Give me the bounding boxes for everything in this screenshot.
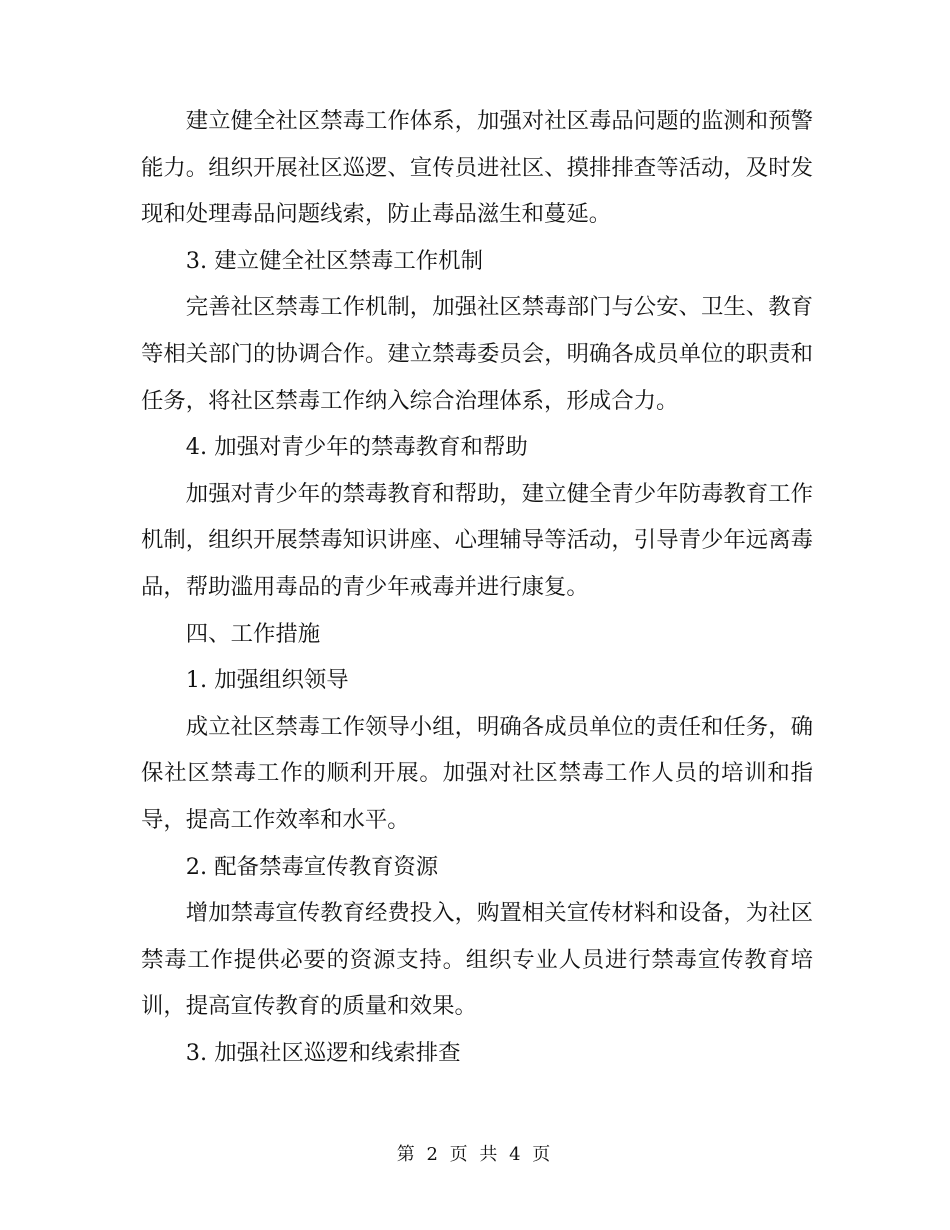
heading-leadership: 1. 加强组织领导 [185,667,349,694]
paragraph-mechanism: 完善社区禁毒工作机制，加强社区禁毒部门与公安、卫生、教育等相关部门的协调合作。建立禁毒委员会，明确各成员单位的职责和任务，将社区禁毒工作纳入综合治理体系，形成合力。 [141,294,813,414]
paragraph-leadership: 成立社区禁毒工作领导小组，明确各成员单位的责任和任务，确保社区禁毒工作的顺利开展。加强对社区禁毒工作人员的培训和指导，提高工作效率和水平。 [141,713,813,833]
heading-mechanism: 3. 建立健全社区禁毒工作机制 [185,247,483,274]
paragraph-youth-education: 加强对青少年的禁毒教育和帮助，建立健全青少年防毒教育工作机制，组织开展禁毒知识讲座、心理辅导等活动，引导青少年远离毒品，帮助滥用毒品的青少年戒毒并进行康复。 [141,480,813,600]
heading-patrol: 3. 加强社区巡逻和线索排查 [185,1039,461,1066]
document-body [141,98,813,1076]
paragraph-community-system: 建立健全社区禁毒工作体系，加强对社区毒品问题的监测和预警能力。组织开展社区巡逻、宣传员进社区、摸排排查等活动，及时发现和处理毒品问题线索，防止毒品滋生和蔓延。 [141,108,813,228]
heading-youth-education: 4. 加强对青少年的禁毒教育和帮助 [185,434,528,461]
page-number-footer: 第 2 页 共 4 页 [396,1144,554,1165]
heading-work-measures: 四、工作措施 [185,620,321,647]
paragraph-resources: 增加禁毒宣传教育经费投入，购置相关宣传材料和设备，为社区禁毒工作提供必要的资源支持。组织专业人员进行禁毒宣传教育培训，提高宣传教育的质量和效果。 [141,900,813,1020]
heading-resources: 2. 配备禁毒宣传教育资源 [185,853,439,880]
